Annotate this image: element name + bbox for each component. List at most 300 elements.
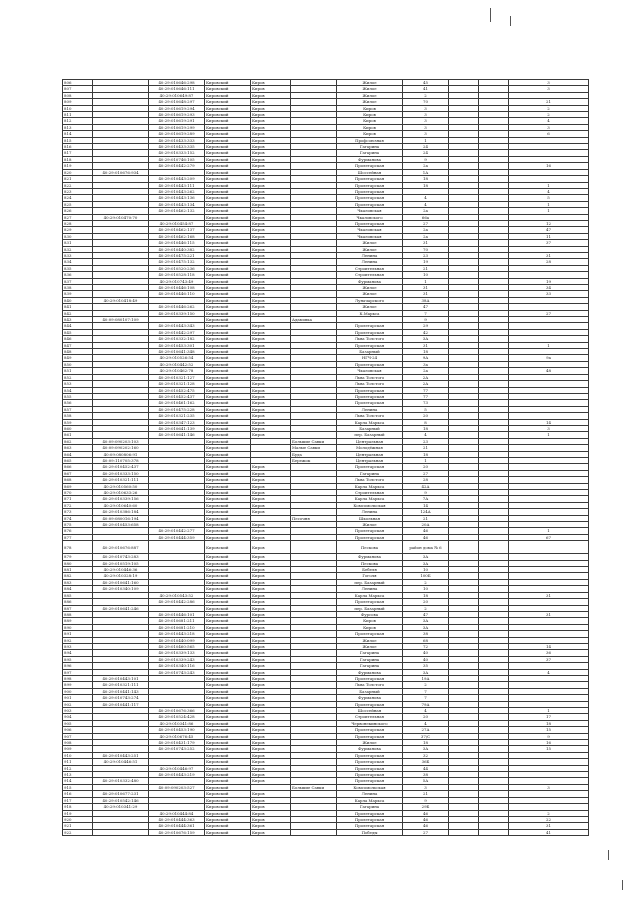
- street-cell: Льва Толстого: [337, 477, 403, 483]
- city-cell: Киров: [251, 381, 291, 387]
- cadastral-number-building-cell: 40:29:010446:262: [149, 304, 205, 310]
- street-cell: Пескова: [337, 541, 403, 554]
- cadastral-number-building-cell: 40:29:010526:54: [149, 355, 205, 361]
- row-number-cell: 843: [63, 317, 93, 323]
- district-cell: Кировский: [205, 643, 251, 649]
- district-cell: Кировский: [205, 317, 251, 323]
- row-number-cell: 869: [63, 483, 93, 489]
- house-cell: 100Б: [403, 573, 449, 579]
- district-cell: Кировский: [205, 816, 251, 822]
- city-cell: Киров: [251, 233, 291, 239]
- cadastral-number-building-cell: 40:29:010446:97: [149, 765, 205, 771]
- district-cell: Кировский: [205, 714, 251, 720]
- district-cell: Кировский: [205, 656, 251, 662]
- letter-cell: [479, 541, 509, 554]
- street-cell: Пролетарская: [337, 163, 403, 169]
- cadastral-number-building-cell: 40:29:010443:209: [149, 176, 205, 182]
- city-cell: Киров: [251, 246, 291, 252]
- apartment-cell: 1: [509, 528, 589, 534]
- district-cell: Кировский: [205, 611, 251, 617]
- district-cell: Кировский: [205, 227, 251, 233]
- street-cell: Жилое: [337, 291, 403, 297]
- district-cell: Кировский: [205, 355, 251, 361]
- row-number-cell: 867: [63, 470, 93, 476]
- row-number-cell: 909: [63, 746, 93, 752]
- house-cell: 20: [403, 714, 449, 720]
- district-cell: Кировский: [205, 470, 251, 476]
- city-cell: Киров: [251, 810, 291, 816]
- city-cell: Киров: [251, 534, 291, 540]
- district-cell: Кировский: [205, 297, 251, 303]
- cadastral-number-land-cell: 40:29:010452:437: [93, 464, 149, 470]
- city-cell: Киров: [251, 611, 291, 617]
- city-cell: Киров: [251, 413, 291, 419]
- district-cell: Кировский: [205, 457, 251, 463]
- street-cell: Льва Толстого: [337, 682, 403, 688]
- street-cell: Пролетарская: [337, 727, 403, 733]
- street-cell: Строительная: [337, 490, 403, 496]
- house-cell: 9: [403, 797, 449, 803]
- district-cell: Кировский: [205, 708, 251, 714]
- district-cell: Кировский: [205, 246, 251, 252]
- house-cell: 3А: [403, 560, 449, 566]
- house-cell: 4: [403, 195, 449, 201]
- row-number-cell: 889: [63, 618, 93, 624]
- street-cell: Пролетарская: [337, 778, 403, 784]
- row-number-cell: 877: [63, 534, 93, 540]
- cadastral-number-land-cell: 40:29:010386:184: [93, 509, 149, 515]
- row-number-cell: 921: [63, 823, 93, 829]
- cadastral-number-building-cell: [149, 541, 205, 554]
- cadastral-number-building-cell: 40:29:010453:190: [149, 727, 205, 733]
- row-number-cell: 888: [63, 611, 93, 617]
- cadastral-number-building-cell: 40:29:010461:162: [149, 400, 205, 406]
- cadastral-number-building-cell: 40:29:010619:294: [149, 105, 205, 111]
- city-cell: Киров: [251, 304, 291, 310]
- district-cell: Кировский: [205, 419, 251, 425]
- street-cell: Киров: [337, 131, 403, 137]
- row-number-cell: 892: [63, 637, 93, 643]
- house-cell: 47: [403, 611, 449, 617]
- apartment-cell: 33: [509, 291, 589, 297]
- city-cell: Киров: [251, 406, 291, 412]
- district-cell: Кировский: [205, 252, 251, 258]
- row-number-cell: 822: [63, 182, 93, 188]
- cadastral-number-building-cell: 40:29:010433:335: [149, 144, 205, 150]
- district-cell: Кировский: [205, 169, 251, 175]
- house-cell: 3: [403, 784, 449, 790]
- row-number-cell: 844: [63, 323, 93, 329]
- district-cell: Кировский: [205, 214, 251, 220]
- district-cell: Кировский: [205, 682, 251, 688]
- cadastral-number-land-cell: 40:29:010321:111: [93, 477, 149, 483]
- city-cell: Киров: [251, 349, 291, 355]
- district-cell: Кировский: [205, 99, 251, 105]
- district-cell: Кировский: [205, 522, 251, 528]
- cadastral-number-building-cell: 40:29:010339:150: [149, 310, 205, 316]
- street-cell: Гагарина: [337, 656, 403, 662]
- cadastral-number-building-cell: 40:29:010462:137: [149, 227, 205, 233]
- street-cell: Строительная: [337, 265, 403, 271]
- house-cell: 24: [403, 144, 449, 150]
- row-number-cell: 836: [63, 272, 93, 278]
- apartment-cell: [509, 541, 589, 554]
- cadastral-number-land-cell: 40:29:010321:111: [93, 682, 149, 688]
- city-cell: Киров: [251, 169, 291, 175]
- cadastral-number-land-cell: 40:29:010446:51: [93, 759, 149, 765]
- city-cell: Киров: [251, 714, 291, 720]
- city-cell: Киров: [251, 624, 291, 630]
- row-number-cell: 807: [63, 86, 93, 92]
- row-number-cell: 890: [63, 624, 93, 630]
- city-cell: Киров: [251, 637, 291, 643]
- row-number-cell: 919: [63, 810, 93, 816]
- house-cell: 4: [403, 432, 449, 438]
- row-number-cell: 875: [63, 522, 93, 528]
- city-cell: Киров: [251, 656, 291, 662]
- house-cell: 5: [403, 406, 449, 412]
- village-cell: Малые Савки: [291, 445, 337, 451]
- scan-mark: [510, 16, 511, 26]
- district-cell: Кировский: [205, 361, 251, 367]
- cadastral-number-building-cell: 40:29:010442:52: [149, 361, 205, 367]
- house-cell: 7А: [403, 496, 449, 502]
- apartment-cell: 4: [509, 188, 589, 194]
- street-cell: Гагарина: [337, 144, 403, 150]
- cadastral-number-building-cell: 40:29:010444:84: [149, 810, 205, 816]
- cadastral-number-building-cell: 40:29:010475:132: [149, 259, 205, 265]
- street-cell: Пролетарская: [337, 823, 403, 829]
- house-cell: 7: [403, 310, 449, 316]
- house-cell: 21: [403, 265, 449, 271]
- city-cell: Киров: [251, 752, 291, 758]
- house-cell: 2а: [403, 208, 449, 214]
- city-cell: Киров: [251, 220, 291, 226]
- row-number-cell: 828: [63, 220, 93, 226]
- letter-cell: [479, 829, 509, 835]
- district-cell: Кировский: [205, 86, 251, 92]
- district-cell: Кировский: [205, 701, 251, 707]
- row-number-cell: 858: [63, 413, 93, 419]
- row-number-cell: 846: [63, 336, 93, 342]
- house-cell: 5А: [403, 778, 449, 784]
- cadastral-number-building-cell: 40:29:010619:293: [149, 112, 205, 118]
- district-cell: Кировский: [205, 554, 251, 560]
- cadastral-number-land-cell: 40:29:010542:146: [93, 797, 149, 803]
- house-cell: 4: [403, 720, 449, 726]
- cadastral-number-building-cell: 40:29:010528:118: [149, 272, 205, 278]
- house-cell: 37/С: [403, 733, 449, 739]
- street-cell: Пролетарская: [337, 810, 403, 816]
- city-cell: Киров: [251, 509, 291, 515]
- cadastral-number-building-cell: 40:29:010440:382: [149, 246, 205, 252]
- village-cell: Большие Савки: [291, 438, 337, 444]
- house-cell: 42: [403, 329, 449, 335]
- district-cell: Кировский: [205, 445, 251, 451]
- district-cell: Кировский: [205, 804, 251, 810]
- cadastral-number-building-cell: 40:29:010433:333: [149, 137, 205, 143]
- scan-mark: [608, 850, 609, 860]
- street-cell: Пролетарская: [337, 675, 403, 681]
- street-cell: Жилое: [337, 99, 403, 105]
- house-cell: 20А: [403, 522, 449, 528]
- district-cell: Кировский: [205, 150, 251, 156]
- cadastral-number-building-cell: 40:29:010475:221: [149, 252, 205, 258]
- row-number-cell: 840: [63, 297, 93, 303]
- apartment-cell: 31: [509, 252, 589, 258]
- row-number-cell: 827: [63, 214, 93, 220]
- row-number-cell: 834: [63, 259, 93, 265]
- row-number-cell: 903: [63, 708, 93, 714]
- apartment-cell: 1: [509, 201, 589, 207]
- street-cell: Чкаловского: [337, 214, 403, 220]
- street-cell: Ленина: [337, 791, 403, 797]
- district-cell: Кировский: [205, 727, 251, 733]
- city-cell: Киров: [251, 387, 291, 393]
- house-cell: 47: [403, 304, 449, 310]
- street-cell: Базарный: [337, 349, 403, 355]
- row-number-cell: 897: [63, 669, 93, 675]
- row-number-cell: 823: [63, 188, 93, 194]
- row-number-cell: 908: [63, 740, 93, 746]
- cadastral-number-land-cell: 40:29:010418:49: [93, 297, 149, 303]
- cadastral-number-building-cell: 40:29:010443:343: [149, 323, 205, 329]
- street-cell: НГЧ-24: [337, 355, 403, 361]
- apartment-cell: 17: [509, 714, 589, 720]
- street-cell: Базарный: [337, 425, 403, 431]
- house-cell: 2А: [403, 381, 449, 387]
- city-cell: Киров: [251, 285, 291, 291]
- cadastral-number-building-cell: 40:29:010446:101: [149, 611, 205, 617]
- apartment-cell: 31: [509, 611, 589, 617]
- street-cell: Пролетарская: [337, 534, 403, 540]
- row-number-cell: 815: [63, 137, 93, 143]
- house-cell: 1: [403, 457, 449, 463]
- apartment-cell: 15: [509, 727, 589, 733]
- row-number-cell: 838: [63, 285, 93, 291]
- city-cell: Киров: [251, 701, 291, 707]
- house-cell: 21: [403, 445, 449, 451]
- street-cell: Жилое: [337, 637, 403, 643]
- row-number-cell: 880: [63, 560, 93, 566]
- district-cell: Кировский: [205, 368, 251, 374]
- house-cell: 2а: [403, 227, 449, 233]
- cadastral-number-building-cell: 40:29:010681:210: [149, 624, 205, 630]
- district-cell: Кировский: [205, 272, 251, 278]
- row-number-cell: 810: [63, 105, 93, 111]
- apartment-cell: 3: [509, 784, 589, 790]
- cadastral-number-land-cell: 40:09:110705:378: [93, 457, 149, 463]
- district-cell: Кировский: [205, 265, 251, 271]
- district-cell: Кировский: [205, 413, 251, 419]
- row-number-cell: 894: [63, 650, 93, 656]
- house-cell: 2а: [403, 233, 449, 239]
- city-cell: Киров: [251, 573, 291, 579]
- street-cell: Чкаловская: [337, 227, 403, 233]
- city-cell: Киров: [251, 265, 291, 271]
- district-cell: Кировский: [205, 163, 251, 169]
- row-number-cell: 824: [63, 195, 93, 201]
- street-cell: Жилое: [337, 740, 403, 746]
- cadastral-number-land-cell: 40:29:010341:29: [93, 804, 149, 810]
- district-cell: Кировский: [205, 233, 251, 239]
- district-cell: Кировский: [205, 541, 251, 554]
- cadastral-number-building-cell: 40:29:010440:099: [149, 637, 205, 643]
- village-cell: Адамовка: [291, 317, 337, 323]
- apartment-cell: 28: [509, 259, 589, 265]
- street-cell: Луначарского: [337, 297, 403, 303]
- district-cell: Кировский: [205, 778, 251, 784]
- house-cell: 38: [403, 631, 449, 637]
- cadastral-number-building-cell: 40:29:010646:298: [149, 80, 205, 86]
- street-cell: Пролетарская: [337, 631, 403, 637]
- city-cell: Киров: [251, 675, 291, 681]
- apartment-cell: 2: [509, 105, 589, 111]
- city-cell: Киров: [251, 759, 291, 765]
- district-cell: Кировский: [205, 182, 251, 188]
- house-cell: 1: [403, 137, 449, 143]
- apartment-cell: 47: [509, 227, 589, 233]
- house-cell: 3А: [403, 624, 449, 630]
- row-number-cell: 866: [63, 464, 93, 470]
- cadastral-number-land-cell: 40:09:080016:194: [93, 515, 149, 521]
- house-cell: 9: [403, 317, 449, 323]
- district-cell: Кировский: [205, 406, 251, 412]
- house-cell: 31: [403, 342, 449, 348]
- cadastral-number-building-cell: 40:29:010333:152: [149, 150, 205, 156]
- city-cell: Киров: [251, 477, 291, 483]
- cadastral-number-building-cell: 40:29:010443:262: [149, 188, 205, 194]
- street-cell: Пролетарская: [337, 816, 403, 822]
- apartment-cell: 9а: [509, 355, 589, 361]
- village-cell: [291, 829, 337, 835]
- cadastral-number-building-cell: 40:29:010443:134: [149, 201, 205, 207]
- house-cell: 40: [403, 650, 449, 656]
- street-cell: Жилое: [337, 92, 403, 98]
- street-cell: Пролетарская: [337, 759, 403, 765]
- house-cell: 4: [403, 708, 449, 714]
- district-cell: Кировский: [205, 393, 251, 399]
- district-cell: Кировский: [205, 208, 251, 214]
- house-cell: 41: [403, 86, 449, 92]
- city-cell: Киров: [251, 579, 291, 585]
- cadastral-number-building-cell: 40:29:010641:348: [149, 349, 205, 355]
- house-cell: 3: [403, 124, 449, 130]
- house-cell: 2: [403, 92, 449, 98]
- district-cell: Кировский: [205, 195, 251, 201]
- district-cell: Кировский: [205, 573, 251, 579]
- street-cell: Фурманова: [337, 554, 403, 560]
- street-cell: Льва Толстого: [337, 336, 403, 342]
- street-cell: Жилое: [337, 80, 403, 86]
- district-cell: Кировский: [205, 188, 251, 194]
- house-cell: 9: [403, 490, 449, 496]
- house-cell: 21: [403, 515, 449, 521]
- house-cell: 23: [403, 438, 449, 444]
- apartment-cell: 22: [509, 816, 589, 822]
- cadastral-number-building-cell: 40:29:010443:136: [149, 195, 205, 201]
- apartment-cell: 21: [509, 99, 589, 105]
- house-cell: 18: [403, 451, 449, 457]
- city-cell: Киров: [251, 272, 291, 278]
- street-cell: Ленина: [337, 252, 403, 258]
- apartment-cell: 3: [509, 86, 589, 92]
- apartment-cell: 14: [509, 643, 589, 649]
- house-cell: 46: [403, 528, 449, 534]
- city-cell: Киров: [251, 112, 291, 118]
- district-cell: Кировский: [205, 515, 251, 521]
- row-number-cell: 849: [63, 355, 93, 361]
- house-cell: 27: [403, 470, 449, 476]
- house-cell: 9: [403, 156, 449, 162]
- row-number-cell: 809: [63, 99, 93, 105]
- house-cell: 18: [403, 349, 449, 355]
- district-cell: Кировский: [205, 387, 251, 393]
- house-cell: 23: [403, 252, 449, 258]
- cadastral-number-building-cell: 40:29:010649:87: [149, 92, 205, 98]
- apartment-cell: 3: [509, 124, 589, 130]
- row-number-cell: 850: [63, 361, 93, 367]
- city-cell: Киров: [251, 496, 291, 502]
- cadastral-number-building-cell: 40:29:010454:87: [149, 220, 205, 226]
- row-number-cell: 911: [63, 759, 93, 765]
- house-cell: 40: [403, 656, 449, 662]
- street-cell: Центральная: [337, 457, 403, 463]
- city-cell: Киров: [251, 252, 291, 258]
- apartment-cell: 2: [509, 810, 589, 816]
- row-number-cell: 914: [63, 778, 93, 784]
- city-cell: Киров: [251, 425, 291, 431]
- house-cell: 77: [403, 387, 449, 393]
- apartment-cell: 9: [509, 733, 589, 739]
- city-cell: Киров: [251, 124, 291, 130]
- city-cell: Киров: [251, 554, 291, 560]
- district-cell: Кировский: [205, 586, 251, 592]
- row-number-cell: 916: [63, 791, 93, 797]
- row-number-cell: 841: [63, 304, 93, 310]
- street-cell: Карла Маркса: [337, 592, 403, 598]
- cadastral-number-building-cell: 40:29:010743:243: [149, 669, 205, 675]
- street-cell: Победы: [337, 829, 403, 835]
- house-cell: 10: [403, 586, 449, 592]
- city-cell: Киров: [251, 105, 291, 111]
- row-number-cell: 816: [63, 144, 93, 150]
- city-cell: Киров: [251, 144, 291, 150]
- city-cell: Киров: [251, 829, 291, 835]
- street-cell: Ленина: [337, 586, 403, 592]
- row-number-cell: 864: [63, 451, 93, 457]
- street-cell: Школьная: [337, 515, 403, 521]
- street-cell: Чкаловская: [337, 208, 403, 214]
- cadastral-number-land-cell: 40:29:010676:887: [93, 541, 149, 554]
- cadastral-number-land-cell: 40:29:010446:36: [93, 567, 149, 573]
- house-cell: 9А: [403, 355, 449, 361]
- district-cell: Кировский: [205, 528, 251, 534]
- city-cell: Киров: [251, 464, 291, 470]
- street-cell: Пролетарская: [337, 701, 403, 707]
- row-number-cell: 922: [63, 829, 93, 835]
- city-cell: Киров: [251, 374, 291, 380]
- cadastral-number-land-cell: 40:29:010560:50: [93, 483, 149, 489]
- row-number-cell: 910: [63, 752, 93, 758]
- district-cell: Кировский: [205, 669, 251, 675]
- house-cell: 70: [403, 246, 449, 252]
- house-cell: 27: [403, 220, 449, 226]
- row-number-cell: 862: [63, 438, 93, 444]
- city-cell: Киров: [251, 419, 291, 425]
- row-number-cell: 859: [63, 419, 93, 425]
- house-cell: 124А: [403, 509, 449, 515]
